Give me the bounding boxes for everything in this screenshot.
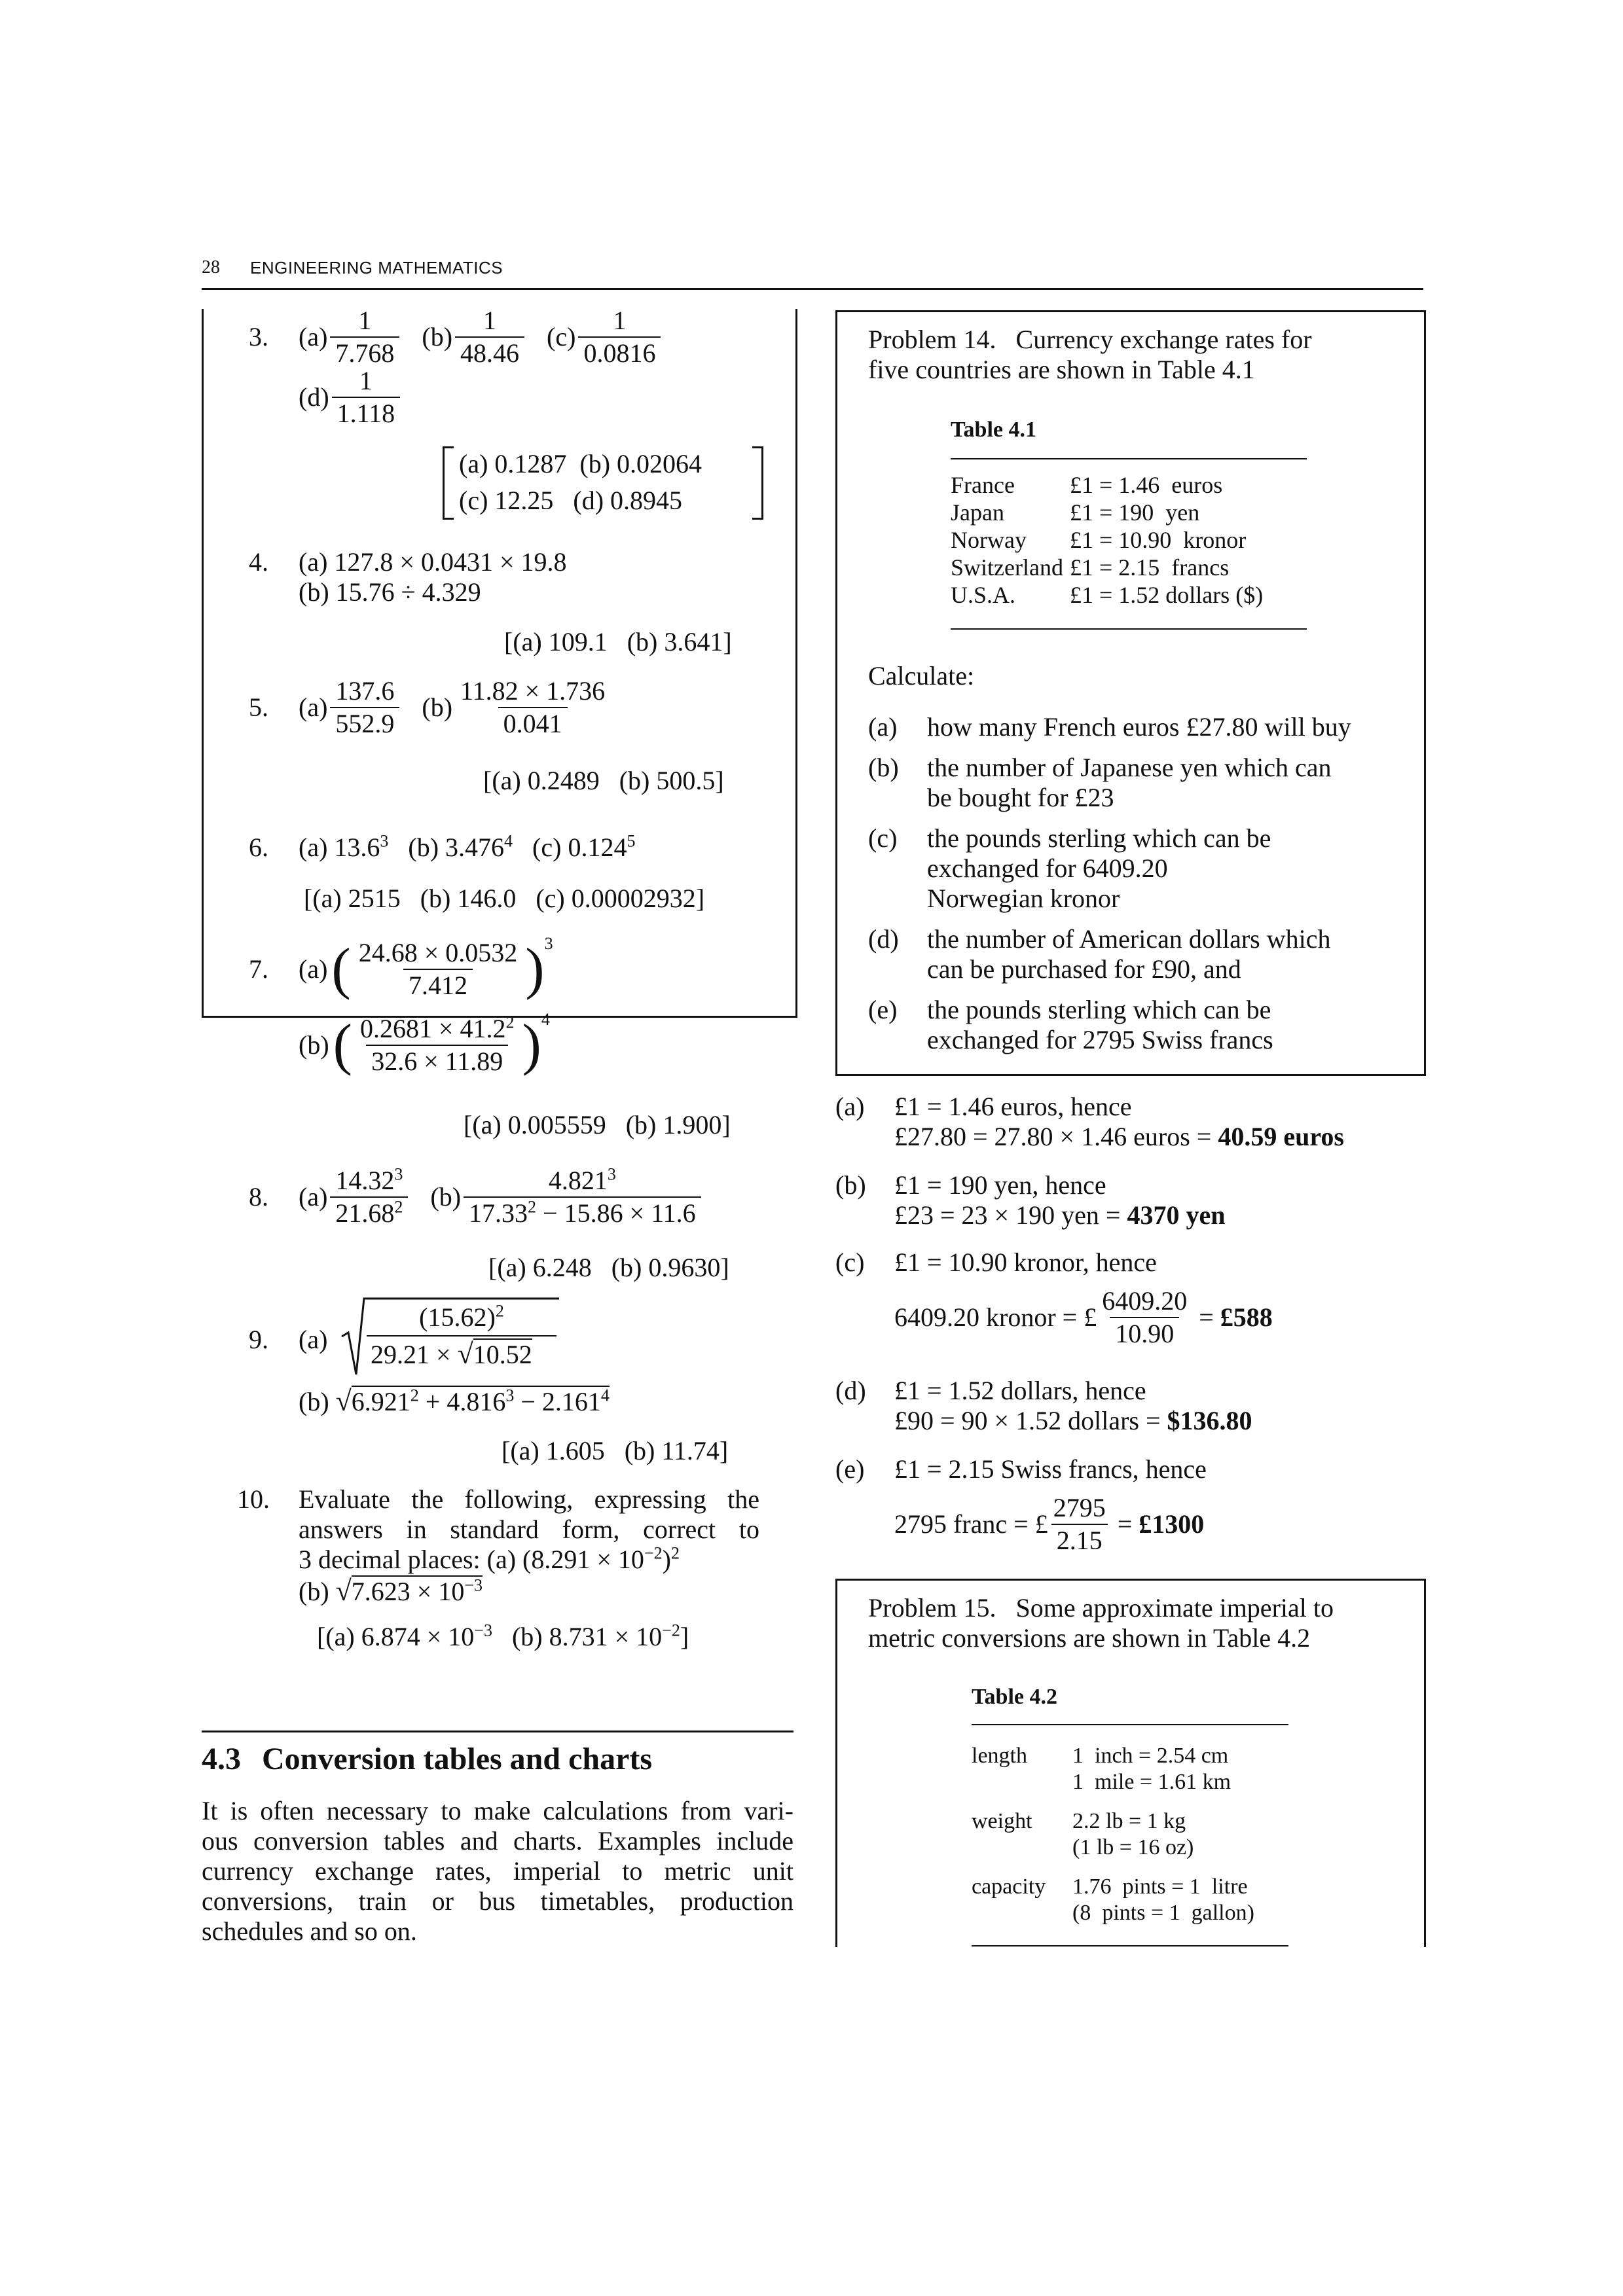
q8-number: 8. bbox=[249, 1182, 268, 1211]
q3-b-fraction: $\frac{1}{48.46}$ bbox=[455, 306, 524, 368]
table42-capacity: capacity bbox=[972, 1874, 1046, 1899]
problem15-heading-2: metric conversions are shown in Table 4.2 bbox=[868, 1623, 1311, 1653]
section-paragraph: It is often necessary to make calculations from vari- ous conversion tables and charts. Examples include currency exchange rates, imperial to metric unit conversions, train or bus timetables, production schedules and so on. bbox=[202, 1796, 793, 1946]
q9-answer: [(a) 1.605 (b) 11.74] bbox=[501, 1436, 729, 1465]
p14-item-e-2: exchanged for 2795 Swiss francs bbox=[927, 1025, 1273, 1054]
q10-line2: answers in standard form, correct to bbox=[299, 1515, 759, 1544]
sol-a-2: £27.80 = 27.80 × 1.46 euros = 40.59 euros bbox=[894, 1122, 1344, 1151]
sol-b-label: (b) bbox=[835, 1170, 866, 1200]
q9-a-fraction-bar bbox=[367, 1335, 556, 1336]
p14-item-d-label: (d) bbox=[868, 924, 899, 954]
q3-answer-bracket bbox=[443, 446, 763, 520]
q4-line2: (b) 15.76 ÷ 4.329 bbox=[299, 577, 481, 607]
p14-item-b-label: (b) bbox=[868, 753, 899, 782]
q3-c-label: (c) bbox=[547, 322, 576, 351]
problem14-heading-2: five countries are shown in Table 4.1 bbox=[868, 355, 1255, 384]
q4-number: 4. bbox=[249, 547, 268, 577]
table-row: Japan £1 = 190 yen bbox=[951, 499, 1200, 526]
q9-b: (b) $√6.921^2 + 4.816^3 - 2.161^4$ bbox=[299, 1385, 610, 1417]
sol-d-2: £90 = 90 × 1.52 dollars = $136.80 bbox=[894, 1406, 1252, 1435]
table42-weight: weight bbox=[972, 1809, 1032, 1833]
p14-item-d-2: can be purchased for £90, and bbox=[927, 954, 1241, 984]
table42-bottom-rule bbox=[972, 1945, 1288, 1946]
table-row: France £1 = 1.46 euros bbox=[951, 472, 1223, 498]
table42-capacity-2: (8 pints = 1 gallon) bbox=[1072, 1901, 1254, 1925]
p14-item-d-1: the number of American dollars which bbox=[927, 924, 1331, 954]
sol-b-2: £23 = 23 × 190 yen = 4370 yen bbox=[894, 1200, 1226, 1230]
q9-number: 9. bbox=[249, 1325, 268, 1354]
section-rule bbox=[202, 1731, 793, 1732]
table42-weight-1: 2.2 lb = 1 kg bbox=[1072, 1809, 1186, 1833]
table-row: Norway £1 = 10.90 kronor bbox=[951, 527, 1247, 553]
p14-item-c-1: the pounds sterling which can be bbox=[927, 823, 1271, 853]
table42-length-1: 1 inch = 2.54 cm bbox=[1072, 1744, 1229, 1768]
problem14-heading-1: Problem 14. Currency exchange rates for bbox=[868, 325, 1312, 354]
q3-number: 3. bbox=[249, 322, 268, 351]
sol-d-1: £1 = 1.52 dollars, hence bbox=[894, 1376, 1146, 1405]
p14-item-c-2: exchanged for 6409.20 bbox=[927, 853, 1168, 883]
q8 bbox=[249, 1166, 704, 1228]
q10-line1: Evaluate the following, expressing the bbox=[299, 1484, 759, 1514]
q4-answer: [(a) 109.1 (b) 3.641] bbox=[504, 627, 732, 656]
q7-number: 7. bbox=[249, 954, 268, 984]
q8-b-fraction: $\frac{4.821^3}{17.33^2 - 15.86 \times 11.6}$ bbox=[464, 1166, 701, 1228]
sol-e-2: 2795 franc = £ $\frac{2795}{2.15}$ = £1300 bbox=[894, 1493, 1205, 1555]
table42-weight-2: (1 lb = 16 oz) bbox=[1072, 1835, 1194, 1859]
table41-bottom-rule bbox=[951, 628, 1307, 630]
q3-answer-2: (c) 12.25 (d) 0.8945 bbox=[459, 486, 683, 515]
sol-c-2: 6409.20 kronor = £ $\frac{6409.20}{10.90}$ = £588 bbox=[894, 1286, 1273, 1348]
p14-item-c-label: (c) bbox=[868, 823, 898, 853]
q6-line: (a) 13.6$^3$ (b) 3.476$^4$ (c) 0.124$^5$ bbox=[299, 831, 636, 862]
sol-d-label: (d) bbox=[835, 1376, 866, 1405]
q8-b-label: (b) bbox=[430, 1182, 462, 1211]
q8-a-label: (a) bbox=[299, 1182, 328, 1211]
sol-c-1: £1 = 10.90 kronor, hence bbox=[894, 1247, 1157, 1277]
q3-a-label: (a) bbox=[299, 322, 328, 351]
q5 bbox=[249, 677, 613, 738]
p14-item-a: how many French euros £27.80 will buy bbox=[927, 712, 1351, 742]
running-header: ENGINEERING MATHEMATICS bbox=[250, 258, 503, 278]
q6-answer: [(a) 2515 (b) 146.0 (c) 0.00002932] bbox=[304, 884, 705, 913]
calculate-label: Calculate: bbox=[868, 661, 975, 691]
p14-item-b-2: be bought for £23 bbox=[927, 783, 1114, 812]
q9-a-numerator: $(15.62)^2$ bbox=[419, 1301, 504, 1332]
sol-c-label: (c) bbox=[835, 1247, 865, 1277]
q5-a-fraction: $\frac{137.6}{552.9}$ bbox=[330, 677, 399, 738]
q3-b-label: (b) bbox=[422, 322, 453, 351]
p14-item-a-label: (a) bbox=[868, 712, 898, 742]
q7-a-fraction: $\frac{24.68 \times 0.0532}{7.412}$ bbox=[358, 938, 518, 1000]
q5-a-label: (a) bbox=[299, 692, 328, 722]
section-title: Conversion tables and charts bbox=[262, 1742, 653, 1776]
p14-item-e-label: (e) bbox=[868, 995, 898, 1024]
q10-line4: (b) $√7.623 \times 10^{-3}$ bbox=[299, 1575, 483, 1607]
table42-length-2: 1 mile = 1.61 km bbox=[1072, 1770, 1231, 1794]
table42-top-rule bbox=[972, 1724, 1288, 1725]
sol-c-fraction: $\frac{6409.20}{10.90}$ bbox=[1102, 1286, 1188, 1348]
q7-a: 7. (a) ( $\frac{24.68 \times 0.0532}{7.412}$ ) 3 bbox=[249, 934, 553, 1001]
q4-line1: (a) 127.8 × 0.0431 × 19.8 bbox=[299, 547, 567, 577]
q3-d bbox=[299, 367, 403, 428]
q7-b: (b) ( $\frac{0.2681 \times 41.2^2}{32.6 \times 11.89}$ ) 4 bbox=[299, 1010, 550, 1077]
q5-b-label: (b) bbox=[422, 692, 453, 722]
q3-a-fraction: $\frac{1}{7.768}$ bbox=[330, 306, 399, 368]
q3 bbox=[249, 306, 663, 368]
sol-b-1: £1 = 190 yen, hence bbox=[894, 1170, 1106, 1200]
q3-d-label: (d) bbox=[299, 382, 329, 412]
q3-d-fraction: $\frac{1}{1.118}$ bbox=[332, 367, 401, 428]
q7-a-label: (a) bbox=[299, 954, 328, 984]
q8-answer: [(a) 6.248 (b) 0.9630] bbox=[488, 1253, 729, 1282]
sol-e-label: (e) bbox=[835, 1454, 865, 1484]
table42-length: length bbox=[972, 1744, 1027, 1768]
q3-c-fraction: $\frac{1}{0.0816}$ bbox=[578, 306, 661, 368]
problem15-heading-1: Problem 15. Some approximate imperial to bbox=[868, 1593, 1334, 1623]
table41-title: Table 4.1 bbox=[951, 418, 1037, 442]
table-row: U.S.A. £1 = 1.52 dollars ($) bbox=[951, 582, 1264, 608]
p14-item-b-1: the number of Japanese yen which can bbox=[927, 753, 1332, 782]
header-rule bbox=[202, 288, 1423, 290]
sol-e-1: £1 = 2.15 Swiss francs, hence bbox=[894, 1454, 1207, 1484]
q10-answer: [(a) $6.874 \times 10^{-3}$ (b) $8.731 \times 10^{-2}$] bbox=[317, 1621, 689, 1651]
table41 bbox=[951, 471, 1269, 609]
q8-a-fraction: $\frac{14.32^3}{21.68^2}$ bbox=[330, 1166, 408, 1228]
page-number: 28 bbox=[202, 257, 220, 278]
p14-item-c-3: Norwegian kronor bbox=[927, 884, 1120, 913]
q6-number: 6. bbox=[249, 833, 268, 862]
table-row: Switzerland £1 = 2.15 francs bbox=[951, 554, 1230, 581]
q10-number: 10. bbox=[237, 1484, 270, 1514]
section-heading bbox=[202, 1741, 652, 1778]
q3-answer-1: (a) 0.1287 (b) 0.02064 bbox=[459, 449, 702, 478]
p14-item-e-1: the pounds sterling which can be bbox=[927, 995, 1271, 1024]
q5-number: 5. bbox=[249, 692, 268, 722]
q7-b-label: (b) bbox=[299, 1030, 329, 1060]
q10-line3: 3 decimal places: (a) $(8.291 \times 10^{-2})^2$ bbox=[299, 1543, 680, 1574]
section-number: 4.3 bbox=[202, 1742, 241, 1776]
sol-e-fraction: $\frac{2795}{2.15}$ bbox=[1048, 1494, 1111, 1555]
sol-a-1: £1 = 1.46 euros, hence bbox=[894, 1092, 1132, 1121]
table41-top-rule bbox=[951, 458, 1307, 459]
q7-b-fraction: $\frac{0.2681 \times 41.2^2}{32.6 \times 11.89}$ bbox=[359, 1013, 515, 1076]
q7-answer: [(a) 0.005559 (b) 1.900] bbox=[464, 1110, 731, 1139]
q9-a-label: (a) bbox=[299, 1325, 328, 1354]
q5-answer: [(a) 0.2489 (b) 500.5] bbox=[483, 766, 724, 795]
q5-b-fraction: $\frac{11.82 \times 1.736}{0.041}$ bbox=[460, 676, 606, 738]
table42-capacity-1: 1.76 pints = 1 litre bbox=[1072, 1874, 1248, 1899]
sol-a-label: (a) bbox=[835, 1092, 865, 1121]
table42-title: Table 4.2 bbox=[972, 1685, 1058, 1709]
q9-a-denominator: 29.21 × √10.52 bbox=[371, 1338, 532, 1370]
